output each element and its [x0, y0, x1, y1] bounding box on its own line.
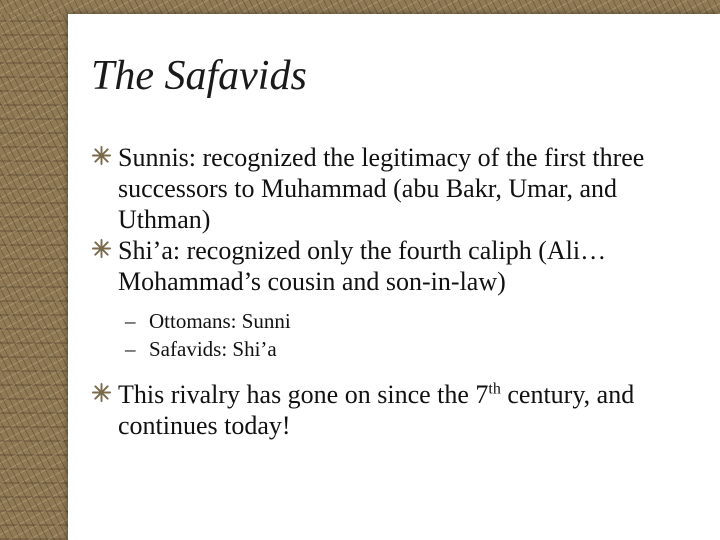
star-bullet-icon — [92, 383, 111, 402]
sub-bullet-text: Safavids: Shi’a — [149, 337, 277, 361]
dash-marker: – — [125, 337, 136, 361]
slide-title: The Safavids — [91, 53, 307, 99]
bullet-text: Sunnis: recognized the legitimacy of the first three successors to Muhammad (abu Bakr, Umar, and Uthman) — [118, 143, 645, 234]
left-texture-border — [0, 0, 68, 540]
bullet-text-before: This rivalry has gone on since the 7 — [118, 380, 489, 409]
bullet-text: Shi’a: recognized only the fourth caliph (Ali…Mohammad’s cousin and son-in-law) — [118, 236, 607, 296]
star-bullet-icon — [92, 146, 111, 165]
sub-bullet-safavids — [92, 335, 692, 363]
superscript-th: th — [488, 380, 501, 398]
bullet-item-sunnis — [92, 142, 692, 235]
dash-marker: – — [125, 309, 136, 333]
bullet-item-rivalry — [92, 379, 692, 441]
top-texture-border — [0, 0, 720, 14]
bullet-list — [92, 142, 692, 441]
star-bullet-icon — [92, 239, 111, 258]
bullet-item-shia — [92, 235, 692, 297]
sub-bullet-text: Ottomans: Sunni — [149, 309, 291, 333]
sub-bullet-ottomans — [92, 307, 692, 335]
bullet-text-after: century, and continues today! — [118, 380, 635, 440]
